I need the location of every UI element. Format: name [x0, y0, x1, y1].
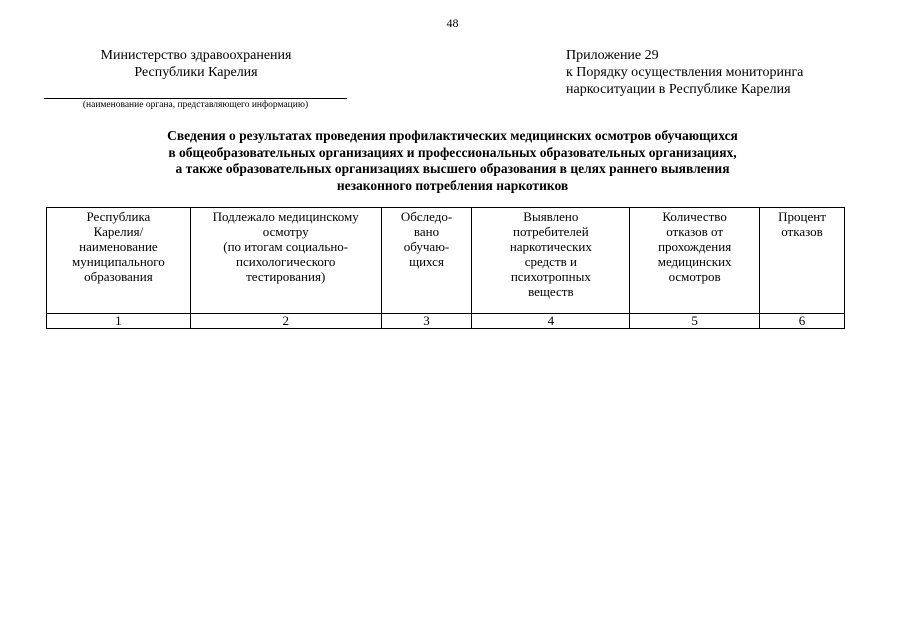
column-number: 4: [472, 314, 630, 329]
organization-name-line1: Министерство здравоохранения: [100, 48, 292, 63]
column-number: 2: [190, 314, 381, 329]
document-title-line1: Сведения о результатах проведения профилактических медицинских осмотров обучающихся: [167, 128, 738, 143]
organization-name-line2: Республики Карелия: [134, 65, 258, 80]
column-number: 6: [760, 314, 845, 329]
document-title: [60, 128, 845, 194]
header-users-identified: Выявлено потребителей наркотических средств и психотропных веществ: [472, 208, 630, 314]
header-subject-to-exam: Подлежало медицинскому осмотру (по итогам социально- психологического тестирования): [190, 208, 381, 314]
page-number: 48: [446, 16, 459, 30]
report-table: [46, 207, 845, 329]
appendix-line2: к Порядку осуществления мониторинга: [566, 65, 804, 80]
organization-block: [46, 47, 346, 81]
column-number: 1: [47, 314, 191, 329]
table-header-row: [47, 208, 845, 314]
organization-caption: (наименование органа, представляющего информацию): [82, 100, 309, 110]
appendix-line1: Приложение 29: [566, 48, 659, 63]
document-title-line3: а также образовательных организациях высшего образования в целях раннего выявления: [175, 161, 730, 176]
header-refusals-percent: Процент отказов: [760, 208, 845, 314]
header-refusals-count: Количество отказов от прохождения медицинских осмотров: [630, 208, 760, 314]
organization-underline: [44, 98, 347, 99]
document-title-line4: незаконного потребления наркотиков: [336, 177, 569, 193]
appendix-line3: наркоситуации в Республике Карелия: [566, 82, 791, 97]
column-number: 5: [630, 314, 760, 329]
header-region: Республика Карелия/ наименование муниципального образования: [47, 208, 191, 314]
header-examined: Обследо- вано обучаю- щихся: [381, 208, 472, 314]
column-number: 3: [381, 314, 472, 329]
appendix-block: [566, 47, 803, 98]
table-column-number-row: [47, 314, 845, 329]
document-title-line2: в общеобразовательных организациях и профессиональных образовательных организациях,: [168, 144, 737, 160]
